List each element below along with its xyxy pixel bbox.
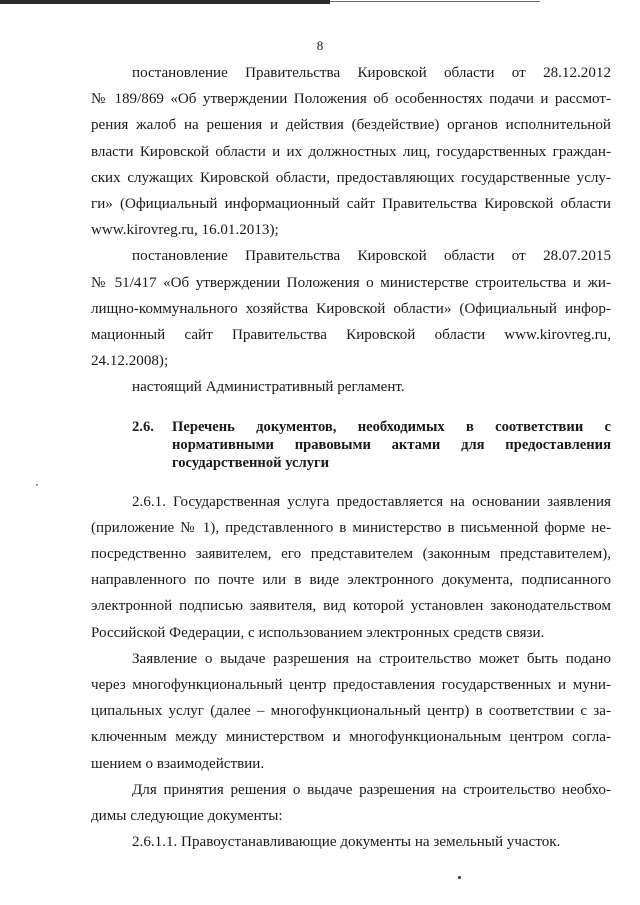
paragraph-resolution-51-417 [91,243,611,374]
text-line: димы следующие документы: [91,808,283,825]
text-line: через многофункциональный центр предоставления государственных и муни- [91,677,611,694]
text-line: ципальных услуг (далее – многофункциональный центр) в соответствии с за- [91,703,611,720]
section-title-line: Перечень документов, необходимых в соответствии с [172,418,611,435]
text-line: www.kirovreg.ru, 16.01.2013); [91,222,279,239]
text-line: 2.6.1. Государственная услуга предоставляется на основании заявления [132,493,611,510]
text-line: лищно-коммунального хозяйства Кировской области» (Официальный инфор- [91,300,611,317]
section-title-line: нормативными правовыми актами для предоставления [172,436,611,453]
scan-top-border [0,0,330,4]
document-body [91,60,611,855]
text-line: Для принятия решения о выдаче разрешения на строительство необхо- [132,781,611,798]
section-title-line: государственной услуги [172,454,330,471]
scan-speck [458,876,461,879]
text-line: рения жалоб на решения и действия (бездействие) органов исполнительной [91,117,611,134]
text-line: власти Кировской области и их должностных лиц, государственных граждан- [91,143,611,160]
text-line: постановление Правительства Кировской области от 28.07.2015 [132,248,611,265]
text-line: посредственно заявителем, его представителем (законным представителем), [91,546,611,563]
paragraph-mfc-application [91,646,611,777]
text-line: шением о взаимодействии. [91,755,265,772]
paragraph-2-6-1-1 [91,829,611,855]
text-line: настоящий Административный регламент. [132,379,405,396]
text-line: 2.6.1.1. Правоустанавливающие документы на земельный участок. [132,834,561,851]
text-line: постановление Правительства Кировской области от 28.12.2012 [132,65,611,81]
text-line: ключенным между министерством и многофункциональным центром согла- [91,729,611,746]
text-line: Российской Федерации, с использованием электронных средств связи. [91,624,545,641]
text-line: мационный сайт Правительства Кировской области www.kirovreg.ru, [91,327,611,344]
paragraph-current-regulation [91,374,611,400]
section-number: 2.6. [132,418,154,435]
text-line: электронной подписью заявителя, вид которой установлен законодательством [91,598,611,615]
text-line: Заявление о выдаче разрешения на строительство может быть подано [132,650,611,667]
paragraph-2-6-1 [91,489,611,646]
text-line: направленного по почте или в виде электронного документа, подписанного [91,572,611,589]
scan-top-border-thin [330,1,540,2]
paragraph-required-documents [91,777,611,829]
paragraph-resolution-189-869 [91,60,611,243]
scan-speck [36,484,38,486]
section-heading-2-6 [91,418,611,472]
text-line: ги» (Официальный информационный сайт Правительства Кировской области [91,196,611,213]
text-line: 24.12.2008); [91,353,169,370]
page-number: 8 [316,38,324,53]
text-line: № 51/417 «Об утверждении Положения о министерстве строительства и жи- [91,274,611,291]
text-line: (приложение № 1), представленного в министерство в письменной форме не- [91,519,611,536]
text-line: № 189/869 «Об утверждении Положения об особенностях подачи и рассмот- [91,91,611,108]
text-line: ских служащих Кировской области, предоставляющих государственные услу- [91,169,611,186]
